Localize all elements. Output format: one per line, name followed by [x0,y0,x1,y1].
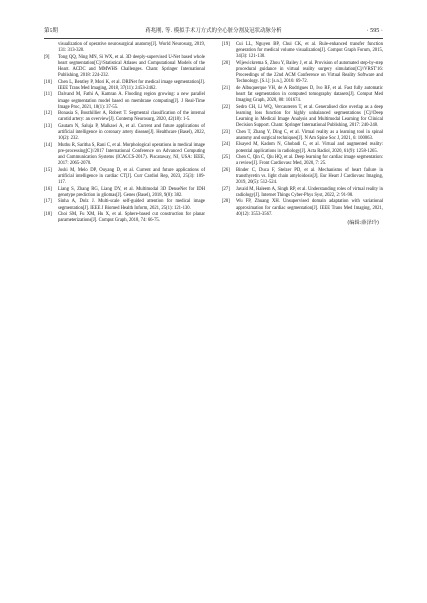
running-title: 蒋兆刚, 等. 模拟手术刀方式的全心脏分割及冠状动脉分析 [145,28,282,34]
reference-number: [19] [222,42,230,47]
editor-note: (编辑:薛泽玲) [347,219,379,226]
reference-text: de Albuquerque VH, de A Rodrigues D, Ivo RF, et al. Fast fully automatic heart fat segmentation in computed tomography datasets[J]. Comput Med Imaging Graph, 2020, 80: 101674. [236,85,383,104]
reference-column-right [222,42,383,227]
reference-text: Wijewickrema S, Zhou Y, Bailey J, et al. Provision of automated step-by-step procedural guidance in virtual reality surgery simulation[C]//VRST'16: Proceedings of the 22nd ACM Conference on Virtual Reality Software and Technology. [S.l.]: [s.n.], 2016: 69-72. [236,60,383,85]
reference-item [222,86,383,104]
reference-item [222,105,383,130]
reference-list-right [222,42,383,218]
reference-item [44,111,205,123]
reference-item [222,61,383,86]
reference-number: [12] [44,111,52,117]
reference-number: [24] [222,142,230,148]
reference-number: [9] [44,54,50,60]
reference-item [222,199,383,217]
reference-text: Choi SM, Fu XM, Hu X, et al. Sphere-based cut construction for planar parameterizations[J]. Comput Graph, 2018, 74: 66-75. [58,212,205,224]
reference-number: [10] [44,79,52,85]
reference-item [44,42,205,54]
reference-text: Sinha A, Dolz J. Multi-scale self-guided attention for medical image segmentation[J]. IEEE J Biomed Health Inform, 2021, 25(1): 121-130. [58,199,205,211]
reference-item [44,55,205,80]
reference-number: [20] [222,60,230,66]
reference-item [44,168,205,186]
reference-text: Javaid M, Haleem A, Singh RP, et al. Understanding roles of virtual reality in radiology[J]. Internet Things Cyber-Phys Syst, 2022, 2: 91-98. [236,186,383,198]
reference-number: [22] [222,104,230,110]
reference-item [44,187,205,199]
reference-item [44,92,205,110]
reference-text: visualization of operative neurosurgical anatomy[J]. World Neurosurg, 2019, 131: 313-320. [58,42,205,54]
reference-number: [17] [44,199,52,205]
reference-number: [26] [222,167,230,173]
reference-item [222,187,383,199]
reference-item [44,124,205,142]
reference-number: [23] [222,129,230,135]
reference-text: Dalvand M, Fathi A, Kamran A. Flooding region growing: a new parallel image segmentation model based on membrane computing[J]. J Real-Time Image Proc, 2021, 18(1): 37-55. [58,92,205,110]
reference-item [44,80,205,92]
reference-item [222,168,383,186]
reference-number: [21] [222,85,230,91]
reference-text: Elsayed M, Kadom N, Ghobadi C, et al. Virtual and augmented reality: potential applications in radiology[J]. Acta Radiol, 2020, 61(9): 1258-1265. [236,142,383,154]
reference-text: Wu FP, Zhuang XH. Unsupervised domain adaptation with variational approximation for cardiac segmentation[J]. IEEE Trans Med Imaging, 2021, 40(12): 3553-3567. [236,199,383,217]
reference-number: [28] [222,199,230,205]
reference-item [44,143,205,168]
reference-text: Gautam N, Saluja P, Malkawi A, et al. Current and future applications of artificial intelligence in coronary artery disease[J]. Healthcare (Basel), 2022, 10(2): 232. [58,123,205,142]
reference-text: Joshi M, Melo DP, Ouyang D, et al. Current and future applications of artificial intelligence in cardiac CT[J]. Curr Cardiol Rep, 2023, 25(3): 109-117. [58,167,205,186]
reference-item [222,142,383,154]
reference-text: Liang S, Zhang RG, Liang DY, et al. Multimodal 3D DenseNet for IDH genotype prediction in gliomas[J]. Genes (Basel), 2018, 9(8): 382. [58,186,205,198]
reference-item [44,199,205,211]
reference-item [44,212,205,224]
reference-number: [13] [44,123,52,129]
reference-number: [25] [222,155,230,161]
issue-number: 第5期 [44,28,58,34]
reference-text: Tong QQ, Ning MN, Si WX, et al. 3D deeply-supervised U-Net based whole heart segmentation[C]//Statistical Atlases and Computational Models of the Heart. ACDC and MMWHS Challenges. Cham: Springer International Publishing, 2018: 224-232. [58,54,205,79]
reference-text: Muthu R, Saritha S, Rani C, et al. Morphological operations in medical image pre-processing[C]//2017 International Conference on Advanced Computing and Communication Systems (ICACCS-2017). Piscataway, NJ, USA: IEEE, 2017: 2065-2070. [58,142,205,167]
reference-text: Binder C, Duca F, Stelzer PD, et al. Mechanisms of heart failure in transthyretin vs. light chain amyloidosis[J]. Eur Heart J Cardiovasc Imaging, 2019, 20(5): 512-524. [236,167,383,186]
reference-number: [14] [44,142,52,148]
reference-column-left [44,42,205,225]
reference-item [222,42,383,60]
reference-text: Chen T, Zhang Y, Ding C, et al. Virtual reality as a learning tool in spinal anatomy and surgical techniques[J]. N Am Spine Soc J, 2021, 6: 100063. [236,129,383,141]
reference-text: Bonasia S, Bouthillier A, Robert T. Segmental classification of the internal carotid artery: an overview[J]. Contemp Neurosurg, 2020, 42(18): 1-5. [58,111,205,123]
reference-number: [16] [44,186,52,192]
reference-text: Cui LL, Nguyen BP, Chui CK, et al. Rule-enhanced transfer function generation for medical volume visualization[J]. Comput Graph Forum, 2015, 34(3): 121-130. [236,42,383,60]
page-number: · 595 · [366,27,383,34]
reference-number: [18] [44,212,52,218]
reference-text: Sedro CH, Li WQ, Vercauteren T, et al. Generalised dice overlap as a deep learning loss function for highly unbalanced segmentations [C]//Deep Learning in Medical Image Analysis and Multimodal Learning for Clinical Decision Support. Cham: Springer International Publishing, 2017: 240-248. [236,104,383,129]
reference-item [222,155,383,167]
reference-text: Chen C, Qin C, Qiu HQ, et al. Deep learning for cardiac image segmentation: a review[J]. Front Cardiovasc Med, 2020, 7: 25. [236,155,383,167]
reference-item [222,130,383,142]
running-header [44,26,383,39]
reference-number: [15] [44,167,52,173]
reference-number: [11] [44,92,52,98]
reference-text: Chen L, Bentley P, Mori K, et al. DRINet for medical image segmentation[J]. IEEE Trans Med Imaging, 2018, 37(11): 2453-2462. [58,79,205,91]
reference-number: [27] [222,186,230,192]
